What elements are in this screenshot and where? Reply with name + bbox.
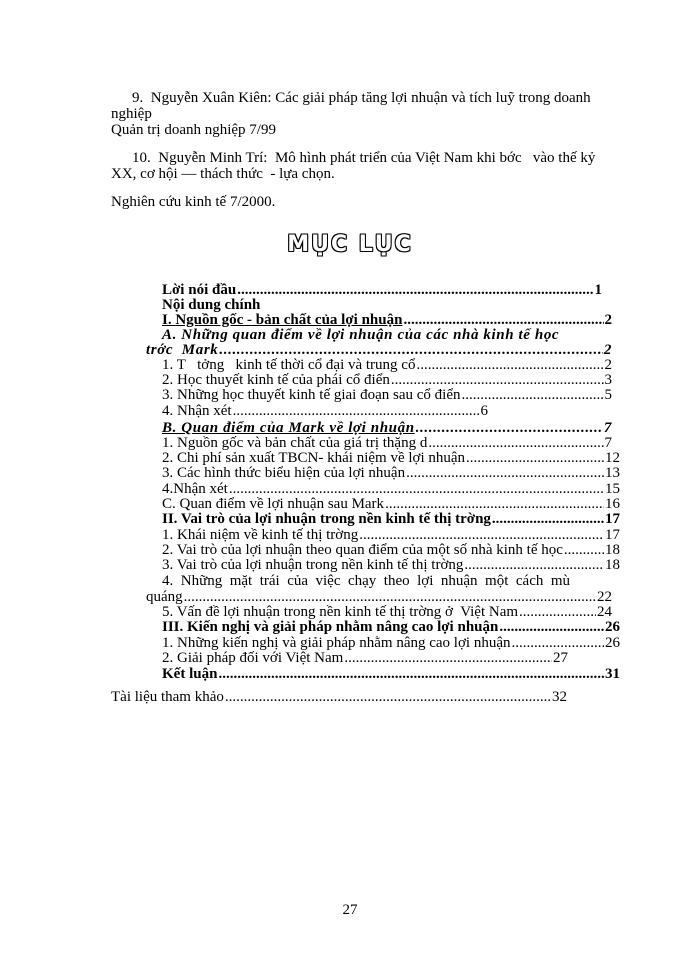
reference-10-line1: 10. Nguyễn Minh Trí: Mô hình phát triển của Việt Nam khi bớc vào thế kỷ <box>132 150 596 166</box>
page-number: 27 <box>342 902 358 918</box>
toc-entry-c4-line1: 4. Những mặt trái của việc chạy theo lợi nhuận một cách mù <box>162 573 571 589</box>
toc-page: 17 <box>605 511 620 527</box>
reference-10-source: Nghiên cứu kinh tế 7/2000. <box>111 194 276 210</box>
toc-label: Kết luận <box>162 666 218 682</box>
toc-title: MỤC LỤC <box>287 232 413 257</box>
reference-9-line2: nghiệp <box>111 106 152 122</box>
toc-label: 2. Giải pháp đối với Việt Nam <box>162 650 344 666</box>
toc-label: B. Quan điểm của Mark về lợi nhuận <box>162 420 415 436</box>
reference-10-line2: XX, cơ hội — thách thức - lựa chọn. <box>111 166 335 182</box>
toc-label: 4.Nhận xét <box>162 481 228 497</box>
toc-label: quáng <box>146 589 183 605</box>
toc-label: 3. Những học thuyết kinh tế giai đoạn sau cổ điển <box>162 387 461 403</box>
toc-page: 24 <box>597 604 612 620</box>
toc-label: 2. Vai trò của lợi nhuận theo quan điểm của một số nhà kinh tế học <box>162 542 563 558</box>
toc-page: 32 <box>552 689 567 705</box>
toc-page: 17 <box>605 527 620 543</box>
toc-page: 26 <box>605 635 620 651</box>
toc-page: 13 <box>605 465 620 481</box>
toc-page: 26 <box>605 619 620 635</box>
toc-entry-b3[interactable] <box>162 465 620 482</box>
toc-page: 16 <box>605 496 620 512</box>
toc-entry-a3[interactable] <box>162 387 612 404</box>
toc-page: 15 <box>605 481 620 497</box>
toc-label: III. Kiến nghị và giải pháp nhằm nâng cao lợi nhuận <box>162 619 499 635</box>
toc-page: 2 <box>604 312 612 328</box>
reference-9-line1: 9. Nguyễn Xuân Kiên: Các giải pháp tăng lợi nhuận và tích luỹ trong doanh <box>132 90 591 106</box>
toc-heading-noi-dung-chinh: Nội dung chính <box>162 297 261 313</box>
toc-label: trớc Mark <box>146 342 219 358</box>
toc-label: 1. Khái niệm về kinh tế thị trờng <box>162 527 359 543</box>
toc-page: 6 <box>480 403 488 419</box>
toc-page: 2 <box>603 342 612 358</box>
toc-label: II. Vai trò của lợi nhuận trong nền kinh tế thị trờng <box>162 511 491 527</box>
toc-entry-section-a-line1: A. Những quan điểm về lợi nhuận của các nhà kinh tế học <box>162 327 560 343</box>
reference-9-source: Quản trị doanh nghiệp 7/99 <box>111 122 276 138</box>
toc-page: 7 <box>604 435 612 451</box>
toc-label: 1. Nguồn gốc và bản chất của giá trị thặng d <box>162 435 428 451</box>
toc-label: Lời nói đầu <box>162 282 237 298</box>
toc-label: C. Quan điểm về lợi nhuận sau Mark <box>162 496 385 512</box>
toc-label: 3. Các hình thức biểu hiện của lợi nhuận <box>162 465 406 481</box>
toc-entry-a4[interactable] <box>162 403 488 420</box>
toc-label: 1. T tởng kinh tế thời cổ đại và trung cổ <box>162 357 416 373</box>
toc-page: 18 <box>605 542 620 558</box>
toc-label: Tài liệu tham khảo <box>111 689 224 705</box>
toc-page: 22 <box>597 589 612 605</box>
toc-label: 5. Vấn đề lợi nhuận trong nền kinh tế thị trờng ở Việt Nam <box>162 604 519 620</box>
toc-page: 5 <box>604 387 612 403</box>
toc-entry-d2[interactable] <box>162 650 568 667</box>
toc-page: 18 <box>605 557 620 573</box>
toc-entry-c3[interactable] <box>162 557 620 574</box>
toc-label: 1. Những kiến nghị và giải pháp nhằm nâng cao lợi nhuận <box>162 635 511 651</box>
toc-label: I. Nguồn gốc - bản chất của lợi nhuận <box>162 312 403 328</box>
toc-page: 31 <box>605 666 620 682</box>
toc-label: 4. Nhận xét <box>162 403 232 419</box>
toc-entry-ket-luan[interactable] <box>162 666 620 683</box>
toc-entry-section-3[interactable] <box>162 619 620 636</box>
toc-page: 2 <box>604 357 612 373</box>
toc-label: 2. Chi phí sản xuất TBCN- khái niệm về lợi nhuận <box>162 450 466 466</box>
toc-label: 2. Học thuyết kinh tế của phái cổ điển <box>162 372 390 388</box>
toc-label: 3. Vai trò của lợi nhuận trong nền kinh tế thị trờng <box>162 557 464 573</box>
toc-page: 12 <box>605 450 620 466</box>
toc-entry-section-2[interactable] <box>162 511 620 528</box>
toc-page: 1 <box>594 282 602 298</box>
toc-page: 3 <box>604 372 612 388</box>
toc-page: 27 <box>553 650 568 666</box>
toc-page: 7 <box>603 420 612 436</box>
toc-entry-tai-lieu[interactable] <box>111 689 567 706</box>
